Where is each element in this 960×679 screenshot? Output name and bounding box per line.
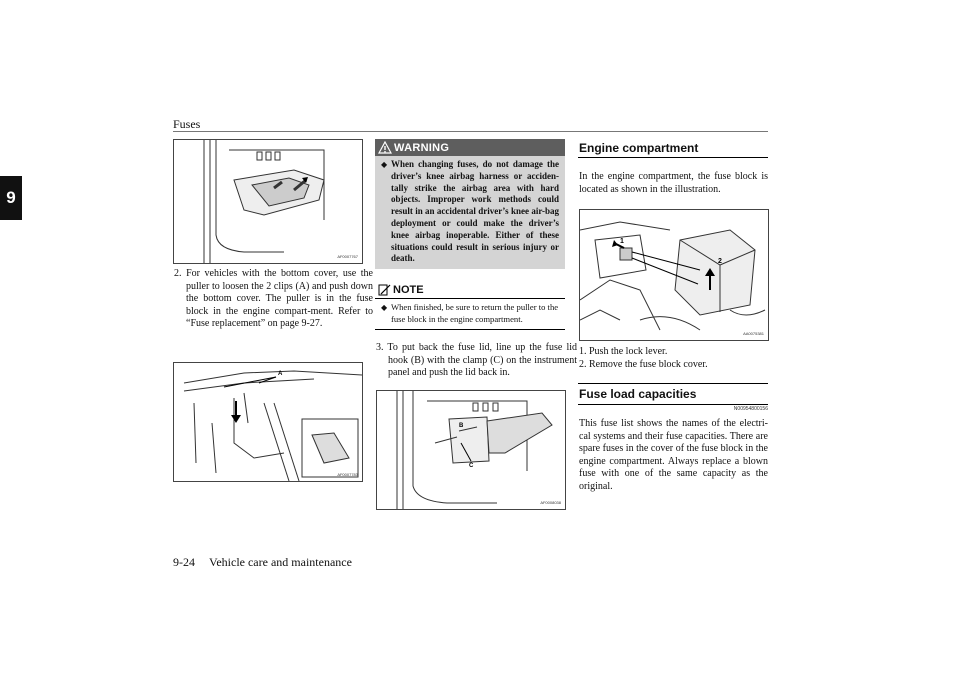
figure-bottom-cover-clips (173, 362, 363, 482)
engine-steps (579, 346, 768, 371)
figure-fuse-lid-puller (173, 139, 363, 264)
engine-step-1: 1. Push the lock lever. (579, 346, 668, 357)
figure-code: AA0075381 (743, 331, 764, 336)
figure-code: AF0007783 (337, 472, 358, 477)
warning-body (375, 156, 565, 269)
chapter-tab: 9 (0, 176, 22, 220)
note-pencil-icon (378, 284, 391, 296)
page-header-title: Fuses (173, 117, 201, 131)
warning-header (375, 139, 565, 156)
warning-box (375, 139, 565, 269)
figure-engine-fuse-block (579, 209, 769, 341)
warning-triangle-icon (378, 141, 392, 154)
step-2-text: 2. For vehicles with the bottom cover, use the puller to loosen the 2 clips (A) and push down the bottom cover. The puller is in the fuse block in the engine compart-ment. Refer to “Fuse replacement” on page 9-27. (174, 268, 373, 330)
label-c: C (469, 463, 474, 469)
page-number: 9-24 (173, 555, 195, 569)
note-body (375, 299, 565, 330)
section-rule (578, 404, 768, 405)
note-text: When finished, be sure to return the puller to the fuse block in the engine compartment. (391, 302, 559, 324)
bullet-icon: ◆ (381, 303, 388, 312)
page-footer (173, 555, 366, 570)
warning-text: When changing fuses, do not damage the driver’s knee airbag harness or acciden-tally strike the airbag area with hard objects. Improper work methods could result in an accidental driver’s knee air-bag deployment or could make the driver’s knee airbag inoperable. Either of these situations could result in serious injury or death. (391, 159, 559, 264)
note-header (375, 282, 565, 299)
step-3-text: 3. To put back the fuse lid, line up the fuse lid hook (B) with the clamp (C) on the instrument panel and push the lid back in. (376, 342, 577, 379)
figure-code: AF0007767 (337, 254, 358, 259)
label-1: 1 (620, 238, 624, 245)
bullet-icon: ◆ (381, 160, 388, 169)
section-rule (578, 383, 768, 384)
header-rule (173, 131, 768, 132)
note-title: NOTE (393, 284, 424, 296)
figure-fuse-lid-hook (376, 390, 566, 510)
fuse-load-capacities-text: This fuse list shows the names of the electri-cal systems and their fuse capacities. There are spare fuses in the cover of the fuse block in the engine compartment. Always replace a blown fuse with one of the same capacity as the original. (579, 418, 768, 492)
warning-title: WARNING (394, 141, 450, 154)
section-fuse-load-capacities-title: Fuse load capacities (579, 387, 697, 401)
label-a: A (278, 371, 283, 377)
figure-code: AF0008038 (540, 500, 561, 505)
engine-step-2: 2. Remove the fuse block cover. (579, 358, 708, 370)
section-rule (578, 157, 768, 158)
engine-compartment-text: In the engine compartment, the fuse block is located as shown in the illustration. (579, 171, 768, 195)
section-code: N00954800156 (733, 406, 768, 412)
section-engine-compartment-title: Engine compartment (579, 141, 699, 155)
label-b: B (459, 423, 464, 429)
label-2: 2 (718, 258, 722, 265)
chapter-title: Vehicle care and maintenance (209, 555, 352, 569)
note-box (375, 282, 565, 330)
